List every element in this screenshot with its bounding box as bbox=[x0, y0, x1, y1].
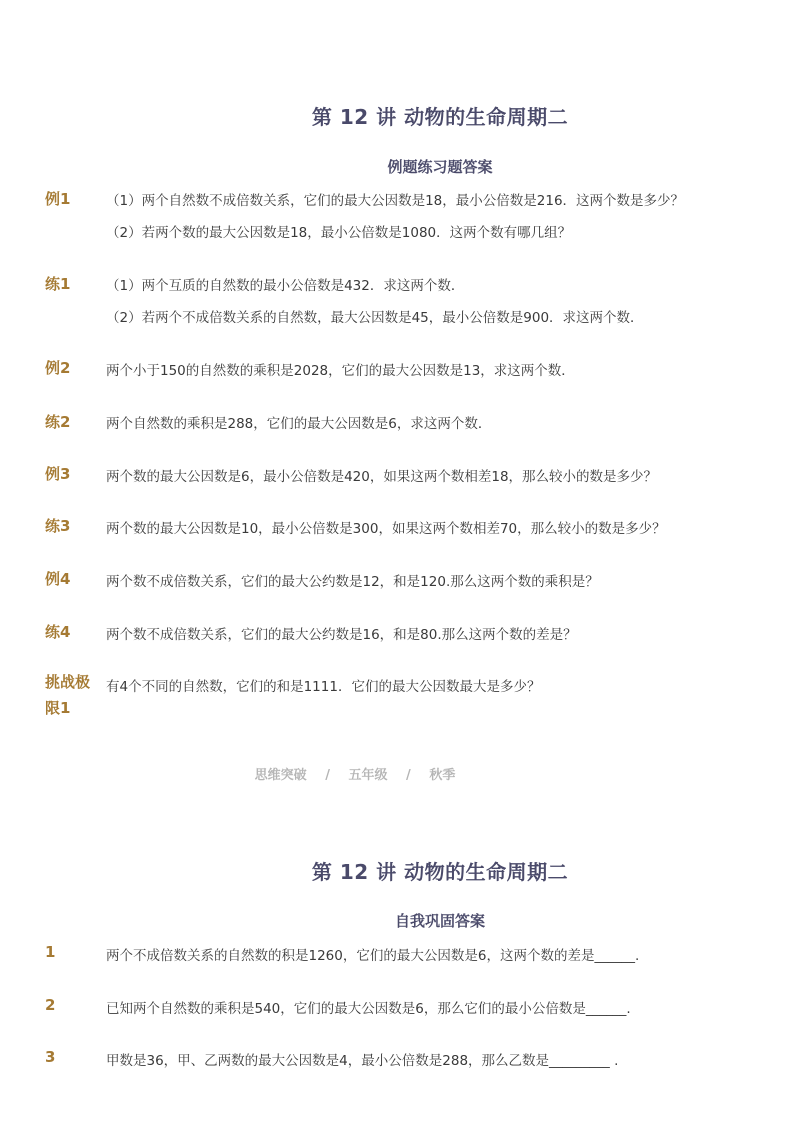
item-label-challenge: 挑战极限1 bbox=[45, 673, 91, 717]
item-text: 已知两个自然数的乘积是540，它们的最大公因数是6，那么它们的最小公倍数是______. bbox=[106, 1001, 631, 1017]
item-text: 两个不成倍数关系的自然数的积是1260，它们的最大公因数是6，这两个数的差是______. bbox=[106, 948, 640, 964]
item-text: （2）若两个数的最大公因数是18，最小公倍数是1080．这两个数有哪几组？ bbox=[106, 225, 572, 241]
page-title: 第 12 讲 动物的生命周期二 bbox=[311, 860, 569, 884]
item-text: 两个数不成倍数关系，它们的最大公约数是16，和是80.那么这两个数的差是？ bbox=[106, 627, 577, 643]
item-label-pr2: 练2 bbox=[45, 413, 71, 431]
footer-part: 秋季 bbox=[429, 768, 456, 783]
footer-separator: / bbox=[406, 768, 411, 783]
item-text: （1）两个互质的自然数的最小公倍数是432．求这两个数． bbox=[106, 278, 465, 294]
footer-part: 五年级 bbox=[348, 768, 388, 783]
item-text: 有4个不同的自然数，它们的和是1111．它们的最大公因数最大是多少？ bbox=[106, 679, 541, 695]
item-label-pr1: 练1 bbox=[45, 275, 71, 293]
footer-separator: / bbox=[325, 768, 330, 783]
item-text: 两个数不成倍数关系，它们的最大公约数是12，和是120.那么这两个数的乘积是？ bbox=[106, 574, 599, 590]
item-label-ex4: 例4 bbox=[45, 570, 71, 588]
item-label-ex1: 例1 bbox=[45, 190, 71, 208]
item-text: （1）两个自然数不成倍数关系，它们的最大公因数是18，最小公倍数是216．这两个数是多少？ bbox=[106, 193, 685, 209]
item-text: 两个数的最大公因数是10，最小公倍数是300，如果这两个数相差70，那么较小的数是多少？ bbox=[106, 521, 666, 537]
item-text: 两个小于150的自然数的乘积是2028，它们的最大公因数是13，求这两个数． bbox=[106, 363, 575, 379]
footer-part: 思维突破 bbox=[254, 768, 307, 783]
item-text: （2）若两个不成倍数关系的自然数，最大公因数是45，最小公倍数是900．求这两个数． bbox=[106, 310, 644, 326]
page-title: 第 12 讲 动物的生命周期二 bbox=[311, 105, 569, 129]
section-title: 自我巩固答案 bbox=[394, 912, 485, 930]
item-label-pr4: 练4 bbox=[45, 623, 71, 641]
item-label-ex2: 例2 bbox=[45, 359, 71, 377]
item-label-pr3: 练3 bbox=[45, 517, 71, 535]
item-label-ex3: 例3 bbox=[45, 465, 71, 483]
item-label-3: 3 bbox=[45, 1048, 56, 1066]
item-text: 甲数是36，甲、乙两数的最大公因数是4，最小公倍数是288，那么乙数是_________ . bbox=[106, 1053, 619, 1069]
section-title: 例题练习题答案 bbox=[387, 158, 493, 176]
footer bbox=[0, 764, 710, 783]
item-label-2: 2 bbox=[45, 996, 56, 1014]
item-text: 两个自然数的乘积是288，它们的最大公因数是6，求这两个数． bbox=[106, 416, 492, 432]
item-text: 两个数的最大公因数是6，最小公倍数是420，如果这两个数相差18，那么较小的数是多少？ bbox=[106, 469, 658, 485]
item-label-1: 1 bbox=[45, 943, 56, 961]
